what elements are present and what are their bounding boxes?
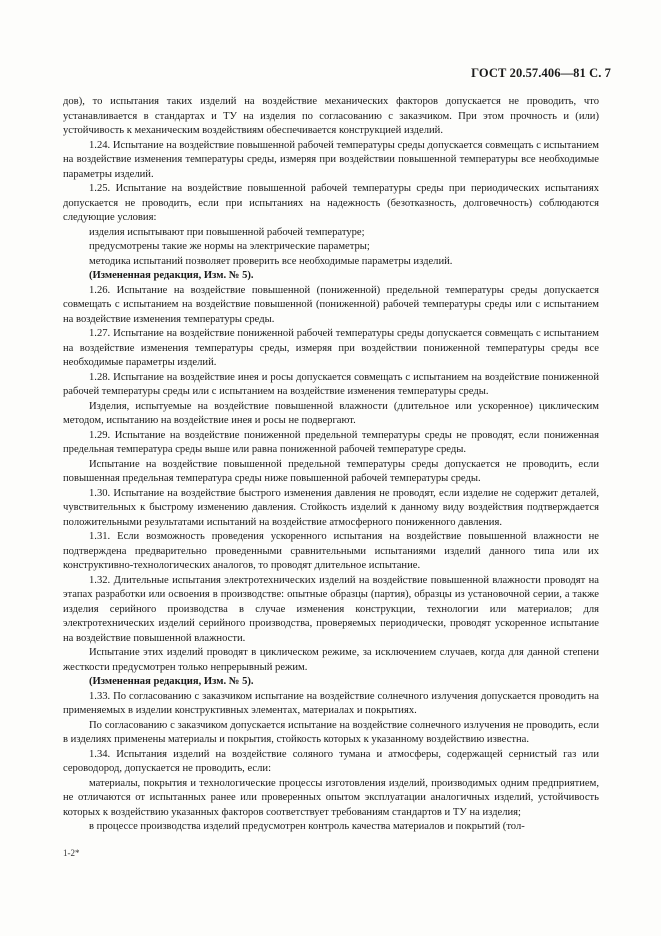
paragraph: 1.24. Испытание на воздействие повышенной рабочей температуры среды допускается совмещать с испытанием на воздействие изменения температуры среды, измеряя при воздействии повышенной температуры все необходимые параметры изделий. xyxy=(63,139,599,180)
paragraph: 1.32. Длительные испытания электротехнических изделий на воздействие повышенной влажности проводят на этапах разработки или освоения в производстве: опытные образцы (партия), образцы из установочной серии, а также изделия серийного производства в случае изменения конструкции, технологии или материалов; для электротехнических изделий серийного производства, проверяемых периодически, проводят ускоренное испытание на воздействие повышенной влажности. xyxy=(63,574,599,644)
paragraph: 1.26. Испытание на воздействие повышенной (пониженной) предельной температуры среды допускается совмещать с испытанием на воздействие повышенной (пониженной) рабочей температуры среды или с испытанием на воздействие изменения температуры среды. xyxy=(63,284,599,325)
paragraph: Испытание на воздействие повышенной предельной температуры среды допускается не проводить, если повышенная предельная температура среды ниже повышенной рабочей температуры среды. xyxy=(63,458,599,484)
list-item: материалы, покрытия и технологические процессы изготовления изделий, производимых одним предприятием, не отличаются от испытанных ранее или проверенных опытом эксплуатации аналогичных изделий, устойчивость которых к воздействию указанных факторов соответствует требованиям стандартов и ТУ на изделия; xyxy=(63,777,599,818)
paragraph: 1.31. Если возможность проведения ускоренного испытания на воздействие повышенной влажности не подтверждена предварительно проведенными сравнительными испытаниями изделий данного типа или их конструктивно-технологических аналогов, то проводят длительное испытание. xyxy=(63,531,599,571)
paragraph: 1.28. Испытание на воздействие инея и росы допускается совмещать с испытанием на воздействие пониженной рабочей температуры среды или с испытанием на воздействие изменения температуры среды. xyxy=(63,371,599,397)
document-body xyxy=(63,95,599,835)
paragraph: Испытание этих изделий проводят в циклическом режиме, за исключением случаев, когда для данной степени жесткости предусмотрен только непрерывный режим. xyxy=(63,647,599,673)
page-footer-mark: 1-2* xyxy=(63,848,80,858)
paragraph: 1.29. Испытание на воздействие пониженной предельной температуры среды не проводят, если пониженная предельная температура среды выше или равна пониженной рабочей температуре среды. xyxy=(63,429,599,455)
paragraph: 1.33. По согласованию с заказчиком испытание на воздействие солнечного излучения допускается проводить на применяемых в изделии конструктивных элементах, материалах и покрытиях. xyxy=(63,690,599,716)
list-item: в процессе производства изделий предусмотрен контроль качества материалов и покрытий (тол- xyxy=(89,821,525,832)
amendment-note: (Измененная редакция, Изм. № 5). xyxy=(89,270,254,281)
page-header: ГОСТ 20.57.406—81 С. 7 xyxy=(471,66,611,80)
paragraph: дов), то испытания таких изделий на воздействие механических факторов допускается не проводить, что устанавливается в стандартах и ТУ на изделия по согласованию с заказчиком. При этом прочность и (или) устойчивость к механическим воздействиям обеспечивается конструкцией изделий. xyxy=(63,96,599,136)
paragraph: 1.34. Испытания изделий на воздействие соляного тумана и атмосферы, содержащей сернистый газ или сероводород, допускается не проводить, если: xyxy=(63,748,599,774)
list-item: изделия испытывают при повышенной рабочей температуре; xyxy=(89,226,365,238)
list-item: методика испытаний позволяет проверить все необходимые параметры изделий. xyxy=(89,255,453,267)
amendment-note: (Измененная редакция, Изм. № 5). xyxy=(89,676,254,687)
list-item: предусмотрены такие же нормы на электрические параметры; xyxy=(89,241,370,252)
paragraph: По согласованию с заказчиком допускается испытание на воздействие солнечного излучения не проводить, если в изделиях применены материалы и покрытия, стойкость которых к указанному воздействию известна. xyxy=(63,719,599,745)
paragraph: 1.27. Испытание на воздействие пониженной рабочей температуры среды допускается совмещать с испытанием на воздействие изменения температуры среды, измеряя при воздействии пониженной температуры среды все необходимые параметры изделий. xyxy=(63,328,599,368)
paragraph: 1.30. Испытание на воздействие быстрого изменения давления не проводят, если изделие не содержит деталей, чувствительных к быстрому изменению давления. Стойкость изделий к данному виду воздействия подтверждается положительными результатами испытаний на воздействие атмосферного пониженного давления. xyxy=(63,487,599,528)
paragraph: Изделия, испытуемые на воздействие повышенной влажности (длительное или ускоренное) циклическим методом, испытанию на воздействие инея и росы не подвергают. xyxy=(63,400,599,426)
paragraph: 1.25. Испытание на воздействие повышенной рабочей температуры среды при периодических испытаниях допускается не проводить, если при испытаниях на надежность (безотказность, долговечность) соблюдаются следующие условия: xyxy=(63,183,599,223)
